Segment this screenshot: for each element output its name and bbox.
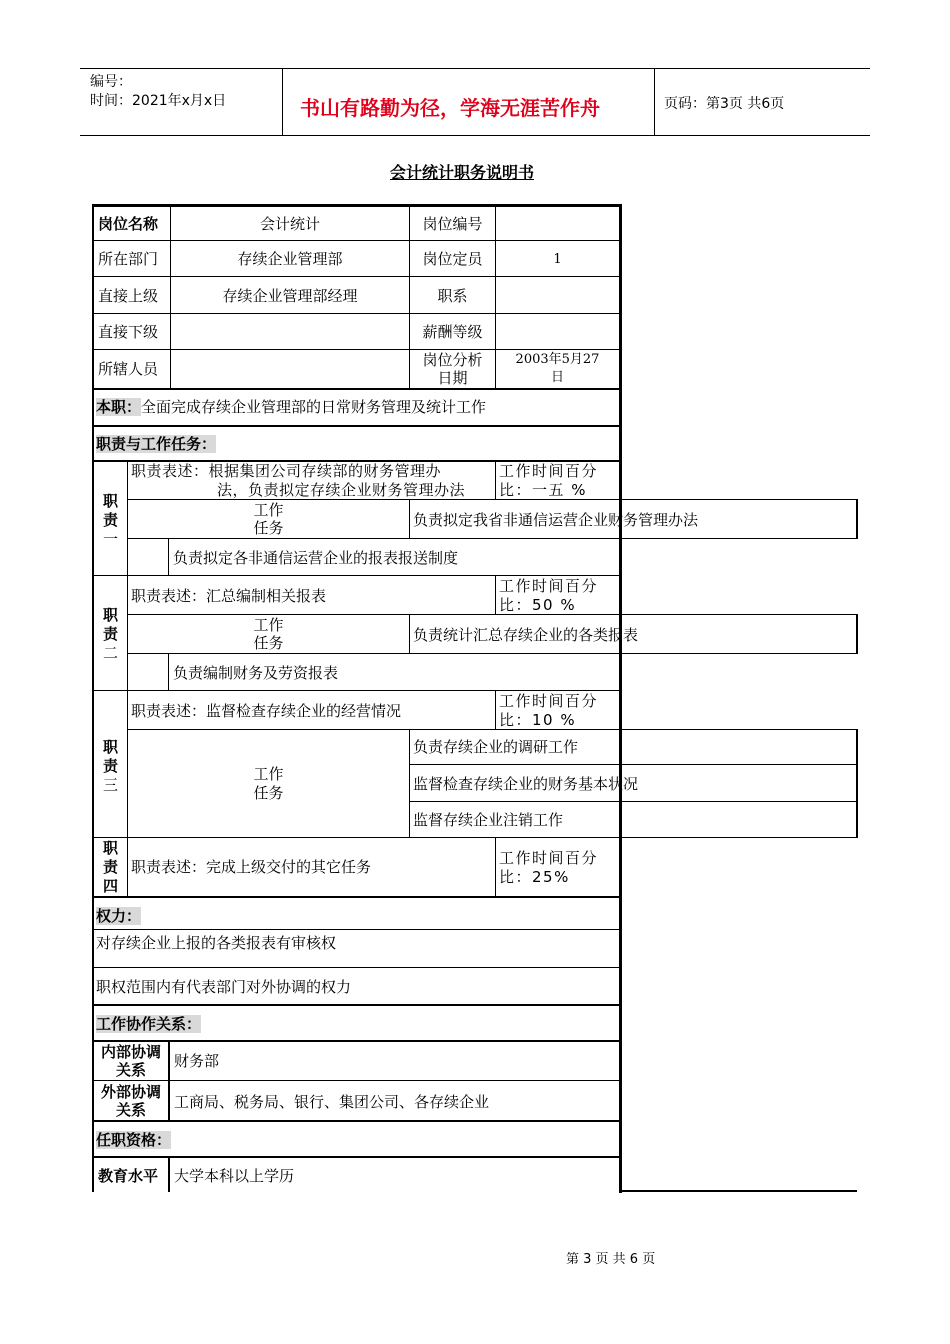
duty-4-title-char: 四	[102, 877, 118, 895]
relations-heading	[96, 1015, 201, 1034]
subordinate-label: 直接下级	[98, 323, 159, 341]
superior-label: 直接上级	[98, 287, 159, 305]
grid-line	[495, 690, 496, 730]
duty-2-task-2: 负责编制财务及劳资报表	[173, 664, 339, 682]
duty-3-pct-line: 工作时间百分	[499, 692, 599, 710]
duty-2-time-pct	[499, 577, 598, 615]
page-footer: 第 3 页 共 6 页	[566, 1252, 656, 1267]
grid-line	[856, 614, 858, 654]
grid-line	[92, 388, 621, 390]
duty-1-title-char: 一	[102, 530, 118, 548]
grid-line	[92, 1120, 621, 1122]
task-label-line: 任务	[253, 519, 284, 537]
task-label-line: 工作	[253, 765, 284, 783]
duty-4-pct-line: 工作时间百分	[499, 849, 599, 867]
duty-summary	[96, 398, 486, 417]
analysis-date-label-line: 日期	[437, 369, 468, 387]
label-line: 外部协调	[100, 1083, 161, 1101]
form-border	[619, 1190, 857, 1192]
authority-heading	[96, 907, 141, 926]
superior-value: 存续企业管理部经理	[222, 287, 358, 305]
duty-3-title	[94, 738, 127, 795]
duty-4-title	[94, 839, 127, 896]
doc-time-label: 时间：2021年x月x日	[90, 93, 227, 109]
post-name-label: 岗位名称	[98, 215, 159, 233]
analysis-date-line: 日	[550, 370, 564, 385]
form-border	[619, 204, 622, 1193]
external-relations-value: 工商局、税务局、银行、集团公司、各存续企业	[174, 1093, 490, 1111]
duty-4-title-char: 职	[102, 839, 118, 857]
duty-1-task-1: 负责拟定我省非通信运营企业财务管理办法	[413, 511, 699, 529]
duty-4-pct-line: 比：25%	[499, 868, 570, 886]
grid-line	[409, 729, 410, 838]
grid-line	[92, 837, 621, 838]
analysis-date-line: 2003年5月27	[515, 352, 600, 367]
grid-line	[127, 499, 858, 500]
duty-summary-label: 本职：	[96, 398, 142, 416]
doc-number-label: 编号：	[90, 74, 132, 90]
header-divider	[654, 68, 655, 136]
header-motto: 书山有路勤为径，学海无涯苦作舟	[300, 96, 600, 120]
duty-2-title	[94, 606, 127, 663]
duty-2-description: 职责表述：汇总编制相关报表	[131, 587, 327, 605]
duty-summary-text: 全面完成存续企业管理部的日常财务管理及统计工作	[141, 398, 487, 416]
internal-relations-label	[94, 1043, 168, 1079]
grid-line	[92, 425, 621, 427]
grid-line	[409, 801, 858, 802]
relations-heading-text: 工作协作关系：	[96, 1015, 202, 1033]
grid-line	[495, 575, 496, 615]
grid-line	[92, 967, 621, 968]
task-label-line: 任务	[253, 784, 284, 802]
duty-1-title	[94, 492, 127, 549]
grid-line	[856, 499, 858, 539]
grid-line	[92, 690, 621, 691]
page-indicator: 页码：第3页 共6页	[664, 96, 785, 112]
qualification-heading-text: 任职资格：	[96, 1131, 172, 1149]
grid-line	[495, 460, 496, 500]
dept-label: 所在部门	[98, 250, 159, 268]
grid-line	[495, 838, 496, 897]
task-label-line: 任务	[253, 634, 284, 652]
duty-4-time-pct	[499, 849, 598, 887]
grid-line	[92, 575, 621, 576]
duty-3-task-1: 负责存续企业的调研工作	[413, 738, 579, 756]
internal-relations-value: 财务部	[174, 1052, 220, 1070]
grid-line	[127, 729, 858, 730]
duty-1-task-2: 负责拟定各非通信运营企业的报表报送制度	[173, 549, 459, 567]
duty-4-title-char: 责	[102, 858, 118, 876]
salary-label: 薪酬等级	[422, 323, 483, 341]
duty-4-description: 职责表述：完成上级交付的其它任务	[131, 858, 372, 876]
duty-1-pct-line: 比：一五 %	[499, 481, 588, 499]
dept-value: 存续企业管理部	[237, 250, 343, 268]
duty-1-title-char: 责	[102, 511, 118, 529]
duty-3-description: 职责表述：监督检查存续企业的经营情况	[131, 702, 402, 720]
qualification-heading	[96, 1131, 171, 1150]
duty-1-time-pct	[499, 462, 598, 500]
duty-1-description	[131, 462, 491, 500]
grid-line	[92, 1080, 621, 1081]
duty-1-title-char: 职	[102, 492, 118, 510]
grid-line	[409, 614, 410, 654]
education-label: 教育水平	[98, 1167, 159, 1185]
grid-line	[127, 614, 858, 615]
analysis-date-value	[496, 351, 619, 387]
grid-line	[92, 1040, 621, 1042]
analysis-date-label-line: 岗位分析	[422, 351, 483, 369]
header-top-rule	[80, 68, 870, 69]
authority-heading-text: 权力：	[96, 907, 142, 925]
post-no-label: 岗位编号	[422, 215, 483, 233]
duty-1-desc-line: 职责表述：根据集团公司存续部的财务管理办	[131, 462, 442, 480]
external-relations-label	[94, 1083, 168, 1119]
duty-2-task-label	[128, 616, 409, 652]
duty-3-title-char: 三	[102, 776, 118, 794]
duty-3-task-label	[128, 765, 409, 803]
duty-1-task-label	[128, 501, 409, 537]
form-border	[92, 204, 621, 207]
grid-line	[409, 764, 858, 765]
label-line: 关系	[115, 1101, 146, 1119]
grid-line	[409, 499, 410, 539]
grid-line	[92, 313, 621, 314]
grid-line	[92, 896, 621, 898]
duty-2-pct-line: 比：50 %	[499, 596, 577, 614]
grid-line	[127, 538, 858, 539]
authority-item: 职权范围内有代表部门对外协调的权力	[96, 978, 352, 996]
header-bottom-rule	[80, 135, 870, 136]
analysis-date-label	[410, 351, 495, 387]
duty-1-desc-line: 法，负责拟定存续企业财务管理办法	[217, 481, 466, 499]
duty-2-pct-line: 工作时间百分	[499, 577, 599, 595]
header-divider	[282, 68, 283, 136]
grid-line	[856, 729, 858, 838]
duty-3-title-char: 责	[102, 757, 118, 775]
headcount-value: 1	[553, 252, 562, 267]
headcount-label: 岗位定员	[422, 250, 483, 268]
authority-item: 对存续企业上报的各类报表有审核权	[96, 934, 337, 952]
duties-heading-text: 职责与工作任务：	[96, 435, 217, 453]
task-label-line: 工作	[253, 616, 284, 634]
duties-heading	[96, 435, 216, 454]
post-name-value: 会计统计	[259, 215, 320, 233]
duty-2-title-char: 职	[102, 606, 118, 624]
duty-3-pct-line: 比：10 %	[499, 711, 577, 729]
grid-line	[92, 1004, 621, 1006]
grid-line	[92, 276, 621, 277]
grid-line	[168, 1156, 170, 1192]
duty-3-time-pct	[499, 692, 598, 730]
staff-label: 所辖人员	[98, 360, 159, 378]
grid-line	[168, 653, 169, 690]
education-value: 大学本科以上学历	[174, 1167, 295, 1185]
grid-line	[92, 240, 621, 241]
grid-line	[92, 1156, 621, 1158]
grid-line	[127, 653, 858, 654]
duty-2-task-1: 负责统计汇总存续企业的各类报表	[413, 626, 639, 644]
series-label: 职系	[437, 287, 468, 305]
grid-line	[168, 538, 169, 575]
document-title: 会计统计职务说明书	[390, 163, 535, 182]
duty-2-title-char: 二	[102, 644, 118, 662]
label-line: 内部协调	[100, 1043, 161, 1061]
grid-line	[92, 349, 621, 350]
duty-3-task-3: 监督存续企业注销工作	[413, 811, 564, 829]
duty-3-task-2: 监督检查存续企业的财务基本状况	[413, 775, 639, 793]
duty-1-pct-line: 工作时间百分	[499, 462, 599, 480]
label-line: 关系	[115, 1061, 146, 1079]
grid-line	[92, 929, 621, 930]
duty-2-title-char: 责	[102, 625, 118, 643]
task-label-line: 工作	[253, 501, 284, 519]
duty-3-title-char: 职	[102, 738, 118, 756]
